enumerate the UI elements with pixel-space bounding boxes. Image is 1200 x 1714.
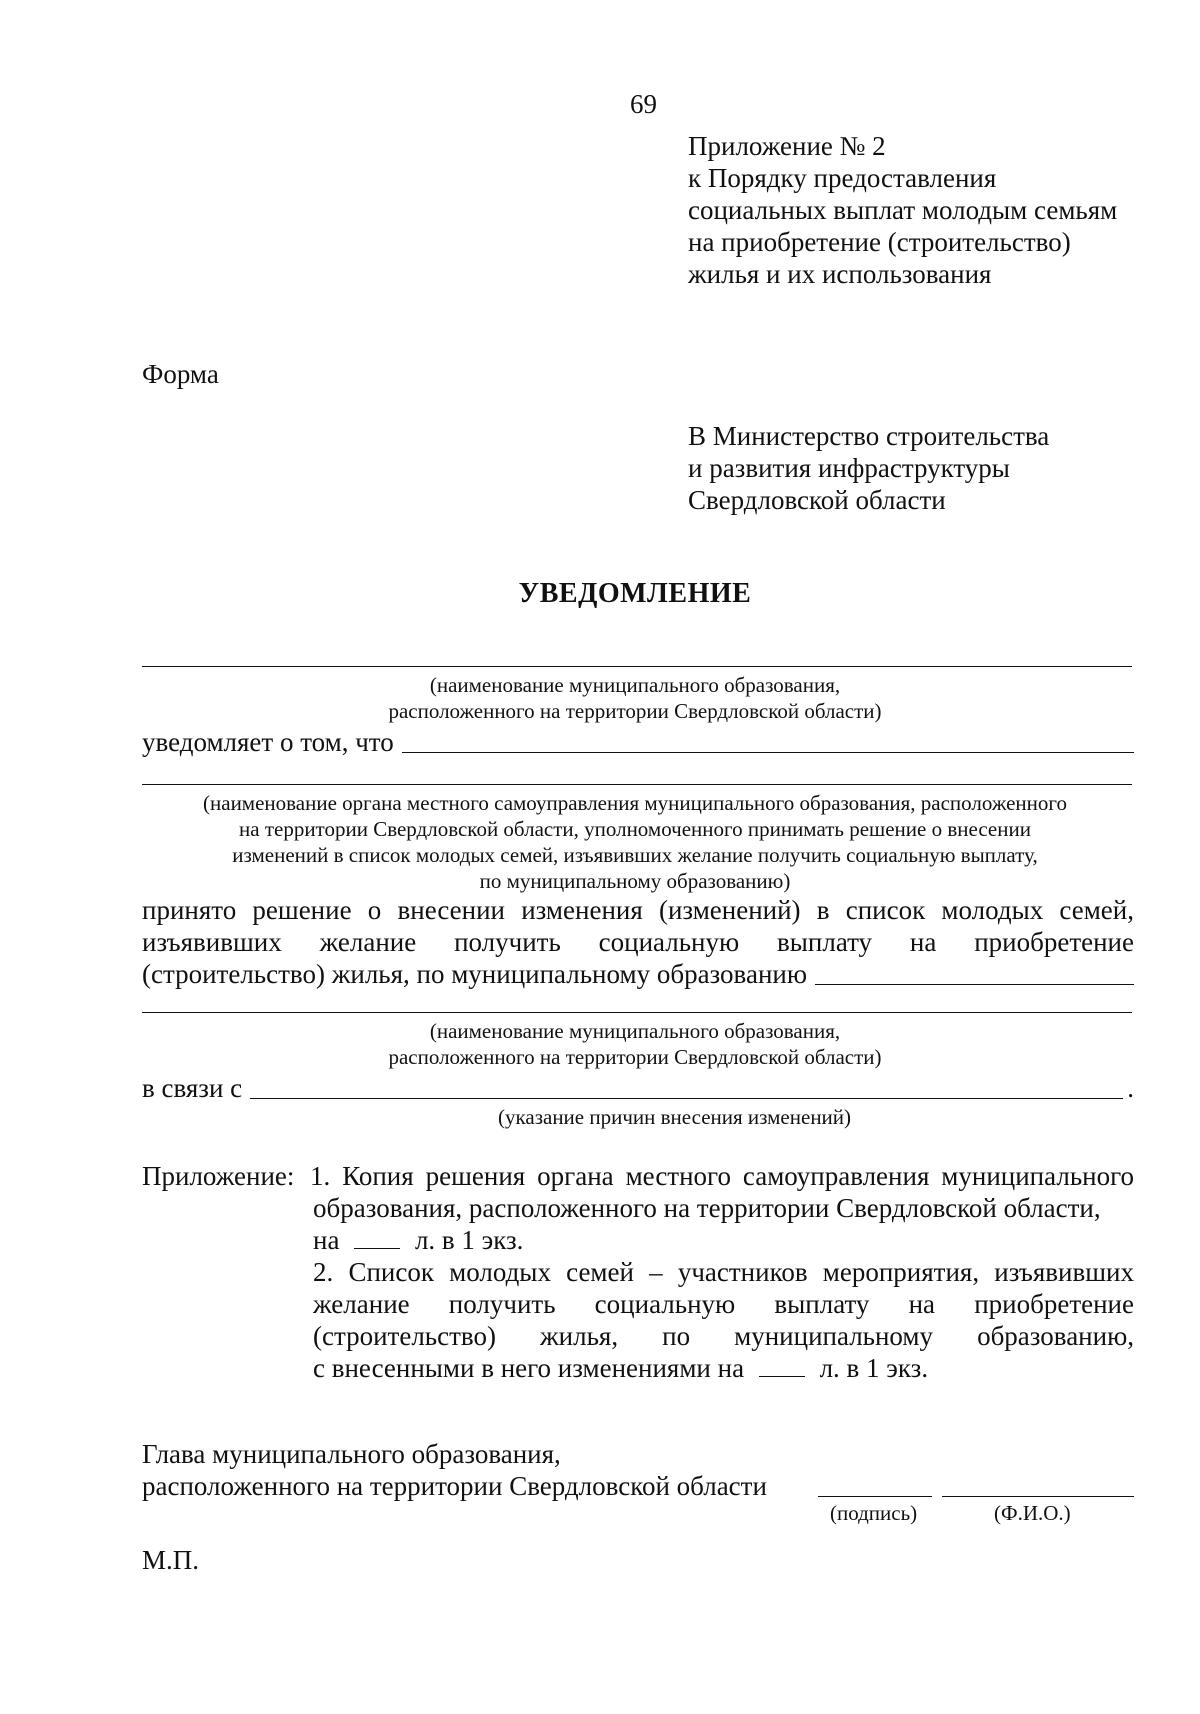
appendix-header-line: на приобретение (строительство) [688,227,1071,257]
reason-row [142,1072,1134,1104]
addressee-line: и развития инфраструктуры [688,453,1010,483]
attachment-2-pages-blank [759,1354,805,1377]
reason-caption: (указание причин внесения изменений) [498,1105,852,1129]
notify-prefix: уведомляет о том, что [142,727,394,757]
page-number: 69 [630,89,657,119]
municipality-caption-line2: расположенного на территории Свердловской области) [388,699,882,723]
municipality-caption-line1: (наименование муниципального образования, [429,673,841,697]
attachment-2-line4 [313,1352,928,1384]
municipality-caption-2-line2: расположенного на территории Свердловской области) [388,1045,882,1069]
reason-blank-line [250,1074,1123,1099]
attachment-2-suffix: л. в 1 экз. [819,1353,929,1383]
appendix-header-line: к Порядку предоставления [688,163,997,193]
municipality-caption-2-line1: (наименование муниципального образования, [429,1019,841,1043]
signature-blank-line [818,1496,932,1497]
addressee-line: В Министерство строительства [688,421,1050,451]
attachment-1-line3 [313,1224,523,1256]
authority-caption-line: изменений в список молодых семей, изъявивших желание получить социальную выплату, [232,843,1038,867]
signature-title-line2: расположенного на территории Свердловской области [142,1471,767,1501]
attachment-1-line2: образования, расположенного на территории Свердловской области, [313,1193,1101,1223]
reason-prefix: в связи с [142,1073,243,1103]
reason-suffix: . [1127,1073,1134,1103]
stamp-label: М.П. [142,1545,200,1575]
decision-line3-row [142,958,1134,990]
attachments-label: Приложение: [142,1161,295,1191]
name-blank-line [942,1496,1134,1497]
attachment-1-line1: 1. Копия решения органа местного самоуправления муниципального [310,1161,1134,1191]
authority-caption-line: по муниципальному образованию) [479,869,791,893]
decision-line1: принято решение о внесении изменения (изменений) в список молодых семей, [142,895,1134,925]
attachment-2-prefix: с внесенными в него изменениями на [313,1353,745,1383]
addressee-block [688,420,1049,516]
attachment-2-line2: желание получить социальную выплату на приобретение [313,1289,1134,1319]
municipality-name-line [142,666,1132,667]
appendix-header-line: социальных выплат молодым семьям [688,195,1118,225]
decision-line3: (строительство) жилья, по муниципальному образованию [142,959,808,989]
attachment-1-prefix: на [313,1225,340,1255]
authority-name-line [142,784,1132,785]
attachment-1-suffix: л. в 1 экз. [414,1225,524,1255]
addressee-line: Свердловской области [688,485,946,515]
notify-row [142,726,1134,758]
name-caption: (Ф.И.О.) [994,1501,1071,1525]
municipality-name-line-2 [142,1012,1132,1013]
notify-blank-line [402,728,1134,753]
attachment-1-pages-blank [354,1226,400,1249]
authority-caption-line: (наименование органа местного самоуправления муниципального образования, расположенного [203,791,1067,815]
signature-title-line1: Глава муниципального образования, [142,1439,561,1469]
attachment-2-line1: 2. Список молодых семей – участников мероприятия, изъявивших [313,1257,1134,1287]
authority-caption-line: на территории Свердловской области, уполномоченного принимать решение о внесении [239,817,1031,841]
form-label: Форма [142,359,219,389]
appendix-header [688,130,1117,290]
municipality-blank-line [815,960,1134,985]
document-title: УВЕДОМЛЕНИЕ [518,578,752,609]
appendix-header-line: жилья и их использования [688,259,992,289]
appendix-header-line: Приложение № 2 [688,131,886,161]
attachment-2-line3: (строительство) жилья, по муниципальному образованию, [313,1321,1134,1351]
decision-line2: изъявивших желание получить социальную выплату на приобретение [142,927,1134,957]
signature-caption: (подпись) [830,1501,918,1525]
